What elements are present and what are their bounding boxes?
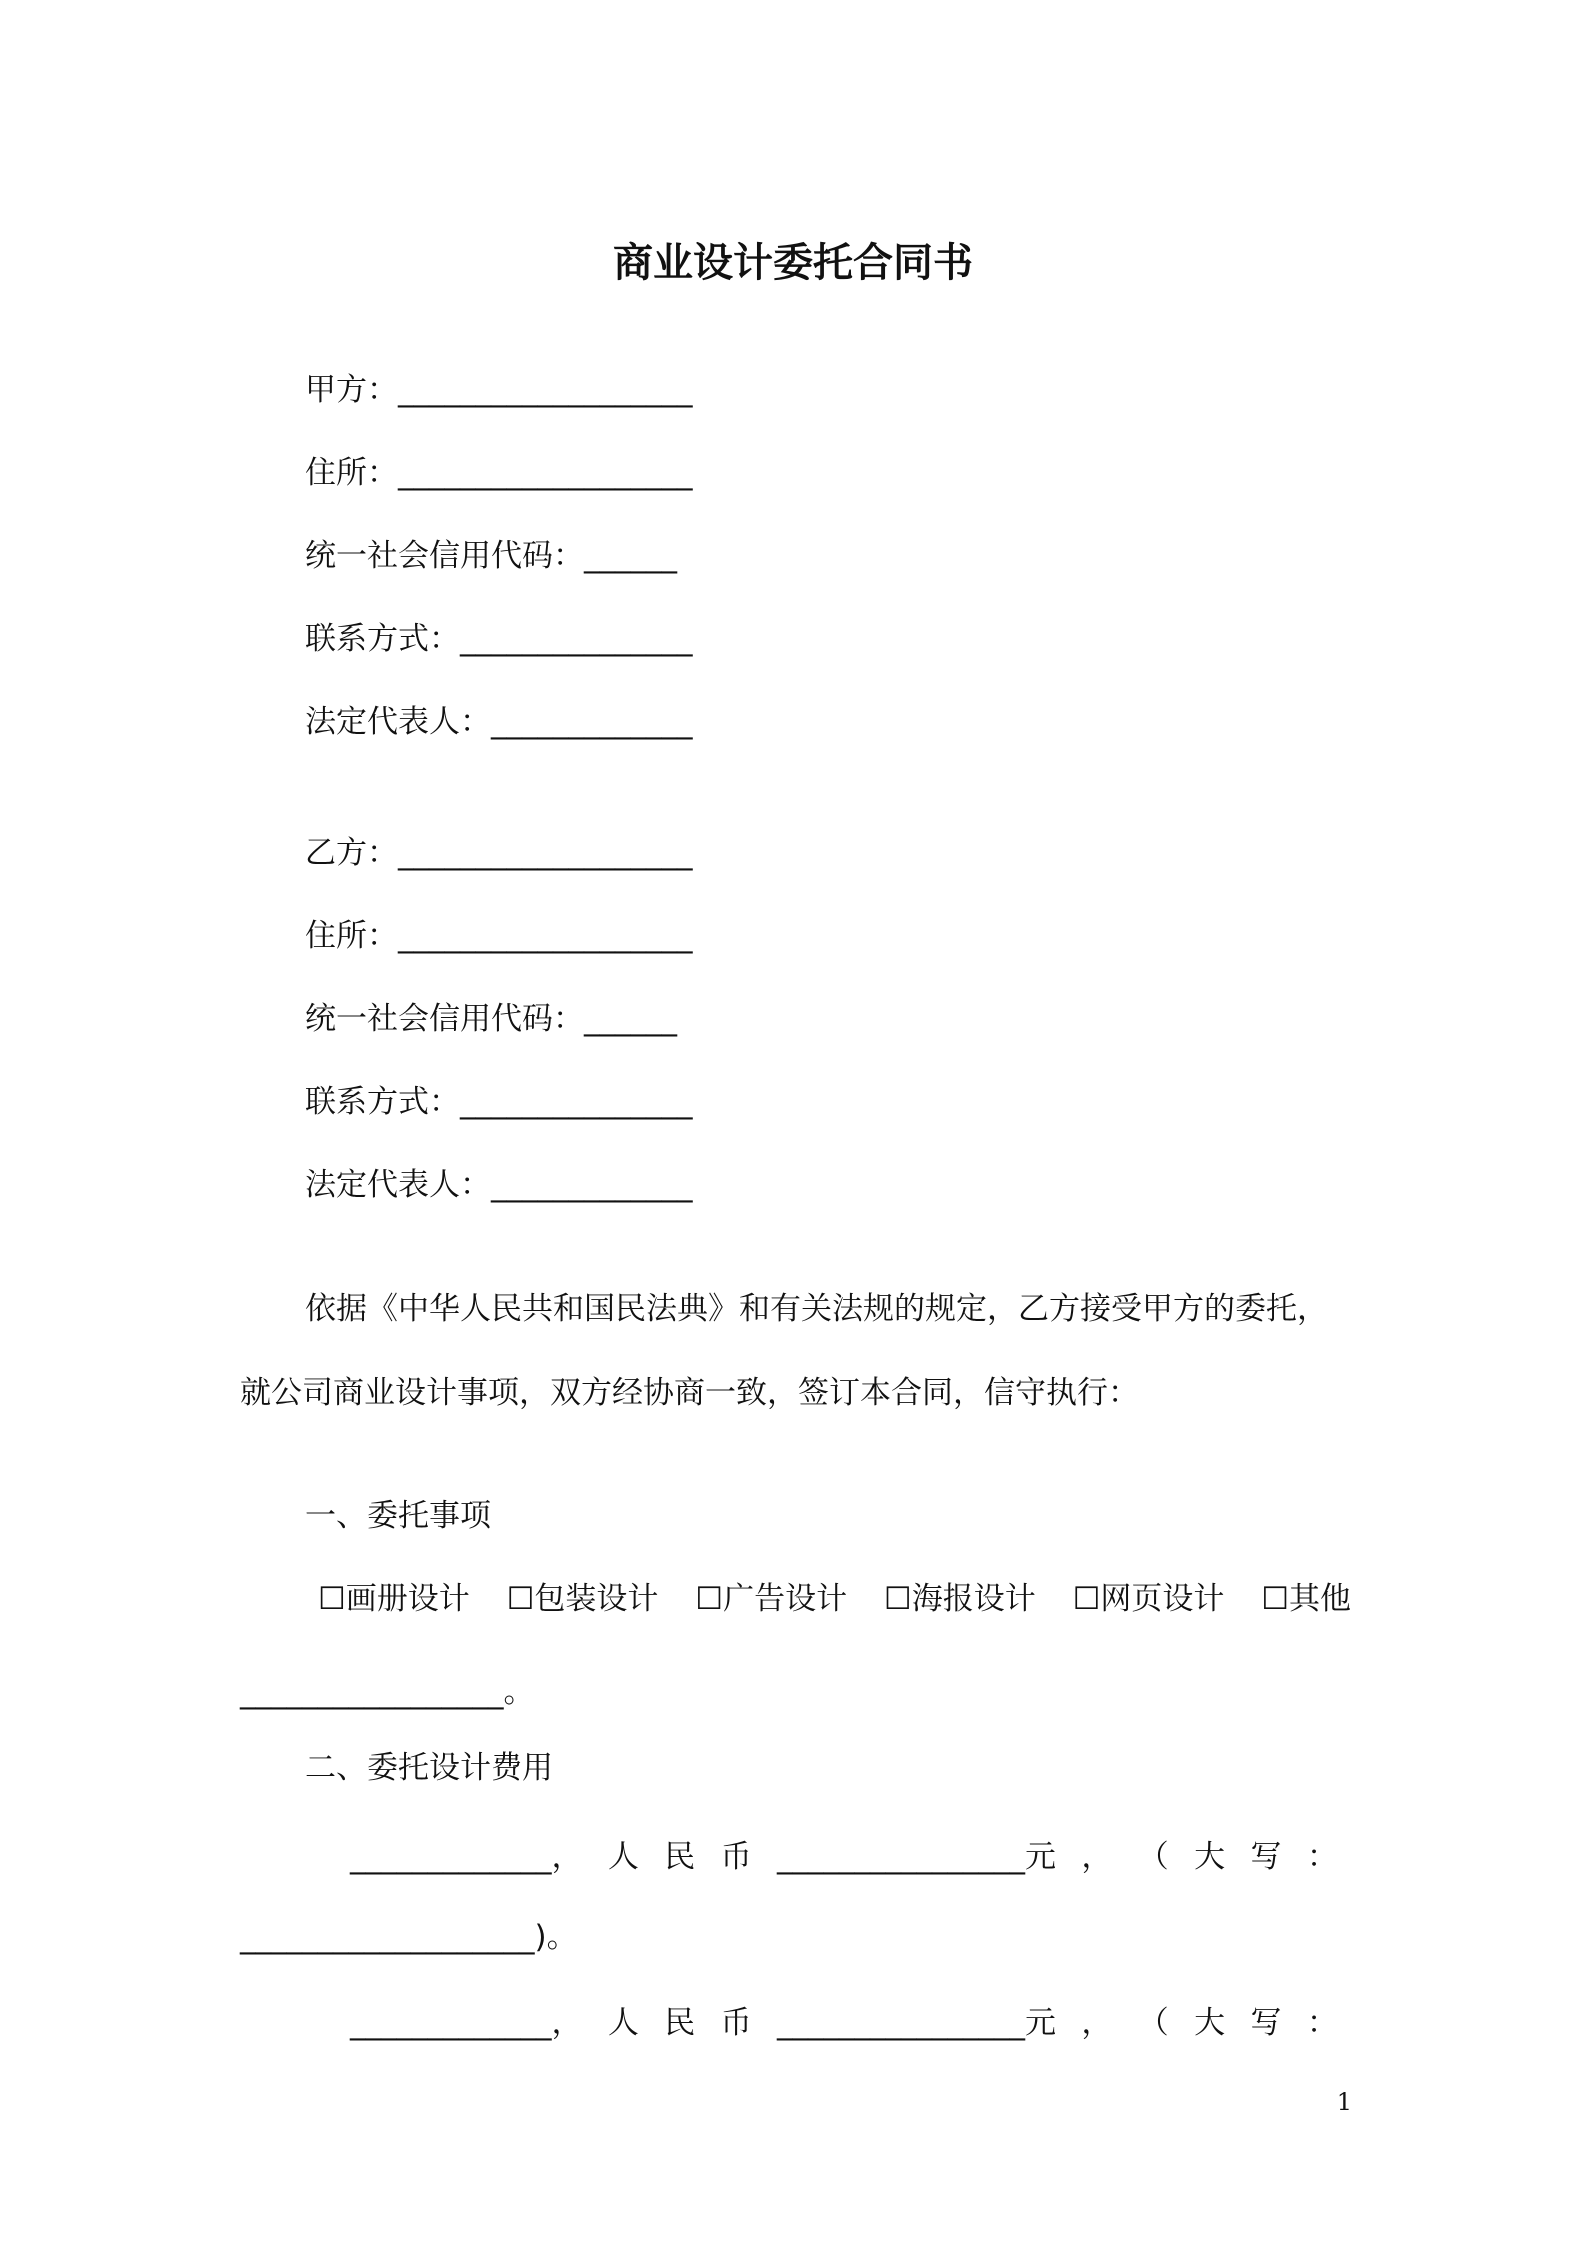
fee-char: 写 [1250, 1839, 1282, 1875]
fee-item-blank: _____________， [350, 1839, 583, 1875]
option-brochure-design: ☐画册设计 [318, 1581, 470, 1617]
party-a-contact: 联系方式：_______________ [305, 621, 693, 657]
party-a-credit-code: 统一社会信用代码：______ [305, 538, 677, 574]
fee-char: ： [1306, 1839, 1338, 1875]
party-b-address: 住所：___________________ [305, 918, 693, 954]
fee-char: 大 [1194, 1839, 1226, 1875]
fee-char: ： [1306, 2005, 1338, 2041]
fee-row-1-capital-blank: ___________________)。 [240, 1919, 578, 1955]
fee-char: 人 [607, 1839, 639, 1875]
party-a-legal-rep: 法定代表人：_____________ [305, 704, 693, 740]
fee-char: （ [1137, 1839, 1169, 1875]
document-title: 商业设计委托合同书 [613, 240, 973, 286]
fee-char: ， [1081, 2005, 1113, 2041]
option-advertising-design: ☐广告设计 [695, 1581, 848, 1617]
option-other: ☐其他 [1261, 1581, 1351, 1617]
fee-char: 大 [1194, 2005, 1226, 2041]
party-b-legal-rep: 法定代表人：_____________ [305, 1167, 693, 1203]
party-a-address: 住所：___________________ [305, 455, 693, 491]
fee-item-blank: _____________， [350, 2005, 583, 2041]
design-options-row [318, 1579, 1351, 1619]
option-web-design: ☐网页设计 [1072, 1581, 1225, 1617]
party-a-name: 甲方：___________________ [305, 372, 693, 408]
page-number: 1 [1336, 2088, 1352, 2116]
fee-row-1 [350, 1837, 1338, 1877]
party-b-contact: 联系方式：_______________ [305, 1084, 693, 1120]
fee-char: 币 [720, 2005, 752, 2041]
party-b-credit-code: 统一社会信用代码：______ [305, 1001, 677, 1037]
preamble-line-1: 依据《中华人民共和国民法典》和有关法规的规定，乙方接受甲方的委托， [305, 1291, 1328, 1327]
party-b-name: 乙方：___________________ [305, 835, 693, 871]
fee-char: 人 [607, 2005, 639, 2041]
option-poster-design: ☐海报设计 [883, 1581, 1036, 1617]
option-packaging-design: ☐包装设计 [506, 1581, 659, 1617]
fee-amount-blank: ________________元 [777, 1839, 1056, 1875]
section-1-heading: 一、委托事项 [305, 1498, 491, 1534]
fee-row-2 [350, 2003, 1338, 2043]
fee-amount-blank: ________________元 [777, 2005, 1056, 2041]
other-option-blank: _________________。 [240, 1674, 535, 1710]
fee-char: 币 [720, 1839, 752, 1875]
fee-char: 写 [1250, 2005, 1282, 2041]
fee-char: ， [1081, 1839, 1113, 1875]
section-2-heading: 二、委托设计费用 [305, 1750, 553, 1786]
fee-char: 民 [664, 1839, 696, 1875]
fee-char: （ [1137, 2005, 1169, 2041]
fee-char: 民 [664, 2005, 696, 2041]
preamble-line-2: 就公司商业设计事项，双方经协商一致，签订本合同，信守执行： [240, 1375, 1139, 1411]
